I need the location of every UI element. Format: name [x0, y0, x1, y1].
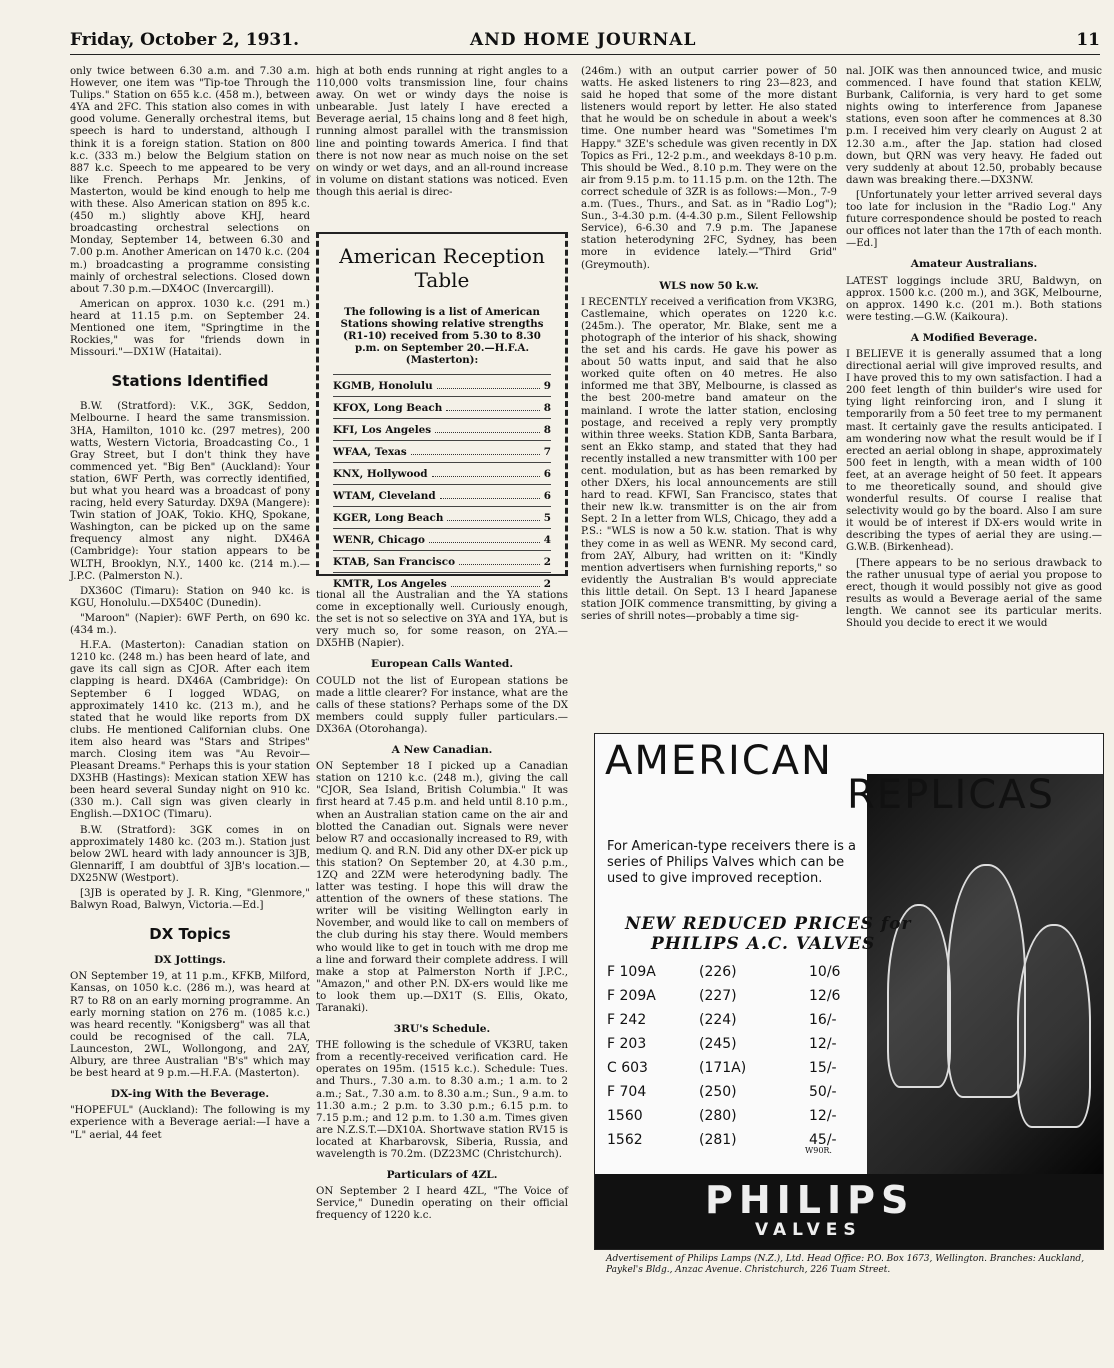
page-number: 11 — [1076, 30, 1100, 50]
subheading-new-canadian: A New Canadian. — [391, 744, 493, 757]
reception-row — [333, 462, 551, 484]
valve-price-row — [607, 984, 869, 1008]
station-name: WENR, Chicago — [333, 534, 425, 546]
leader-dots — [447, 512, 539, 521]
article-paragraph: tional all the Australian and the YA stations come in exceptionally well. Curiously enough, the set is not so selective on 3YA and 1YA, but is very much so, for some reason, on 2YA.—DX5HB (Napier). — [316, 590, 568, 650]
article-paragraph: B.W. (Stratford): V.K., 3GK, Seddon, Melbourne. I heard the same transmission. 3HA, Hamilton, 1010 kc. (297 metres), 200 watts, Western Victoria, Broadcasting Co., 1 Gray Street, but I don't think they have commenced yet. "Big Ben" (Auckland): Your station, 6WF Perth, was correctly identified, but what you heard was a broadcast of pony racing, held every Saturday. DX9A (Mangere): Twin station of JOAK, Tokio. KHQ, Spokane, Washington, can be picked up on the same frequency almost any night. DX46A (Cambridge): Your station appears to be WLTH, Brooklyn, N.Y., 1400 kc. (214 m.).—J.P.C. (Palmerston N.). — [70, 401, 310, 582]
subheading-dx-jottings: DX Jottings. — [154, 954, 226, 967]
american-reception-table — [316, 232, 568, 590]
article-paragraph: I RECENTLY received a verification from VK3RG, Castlemaine, which operates on 1220 k.c. (245m.). The operator, Mr. Blake, sent me a photograph of the interior of his shack, showing the set and his cards. He gave his power as about 50 watts input, and said that he also worked quite often on 40 metres. He also informed me that 3BY, Melbourne, is classed as the best 200-metre band amateur on the mainland. I wrote the latter station, enclosing postage, and received a reply very promptly within three weeks. Station KDB, Santa Barbara, sent an Ekko stamp, and stated that they had recently installed a new transmitter with 100 per cent. modulation, but as has been remarked by other DXers, his local announcements are still hard to read. KFWI, San Francisco, states that their new lk.w. transmitter is on the air from Sept. 2 In a letter from WLS, Chicago, they add a P.S.: "WLS is now a 50 k.w. station. That is why they come in as well as WENR. My second card, from 2AY, Albury, had written on it: "Kindly mention advertisers when furnishing reports," so evidently the Australian B's would appreciate this little detail. On Sept. 13 I heard Japanese station JOIK commence transmitting, by giving a series of shrill notes—probably a time sig- — [581, 296, 837, 623]
station-name: KTAB, San Francisco — [333, 556, 456, 568]
leader-dots — [451, 578, 540, 587]
masthead — [70, 28, 1100, 55]
valve-tube-image — [947, 864, 1026, 1098]
journal-title: AND HOME JOURNAL — [470, 30, 697, 50]
station-name: WFAA, Texas — [333, 446, 407, 458]
article-paragraph: COULD not the list of European stations be made a little clearer? For instance, what are the calls of these stations? Perhaps some of the DX members could supply fuller particulars.—DX36A (Otorohanga). — [316, 675, 568, 735]
strength-value: 5 — [543, 512, 551, 524]
table-title: American Reception Table — [339, 244, 545, 292]
valve-price: 12/- — [809, 1036, 837, 1052]
station-name: KMTR, Los Angeles — [333, 578, 447, 590]
valve-price: 50/- — [809, 1084, 837, 1100]
valve-type: F 209A — [607, 988, 656, 1004]
article-paragraph: [3JB is operated by J. R. King, "Glenmore," Balwyn Road, Balwyn, Victoria.—Ed.] — [70, 888, 310, 912]
valve-equivalent: (224) — [699, 1012, 737, 1028]
article-paragraph: American on approx. 1030 k.c. (291 m.) heard at 11.15 p.m. on September 24. Mentioned one item, "Springtime in the Rockies," was for "friends down in Missouri."—DX1W (Hataitai). — [70, 298, 310, 359]
article-paragraph: [Unfortunately your letter arrived several days too late for inclusion in the "Radio Log." Any future correspondence should be posted to reach our offices not later than the 17th of each month.—Ed.] — [846, 189, 1102, 250]
article-paragraph: LATEST loggings include 3RU, Baldwyn, on approx. 1500 k.c. (200 m.), and 3GK, Melbourne, on approx. 1490 k.c. (201 m.). Both stations were testing.—G.W. (Kaikoura). — [846, 275, 1102, 323]
subheading-european-calls: European Calls Wanted. — [370, 658, 514, 671]
prices-title-line2: PHILIPS A.C. VALVES — [651, 934, 876, 954]
leader-dots — [446, 402, 540, 411]
valve-equivalent: (250) — [699, 1084, 737, 1100]
valve-type: 1562 — [607, 1132, 643, 1148]
valve-equivalent: (226) — [699, 964, 737, 980]
article-paragraph: [There appears to be no serious drawback to the rather unusual type of aerial you propose to erect, though it would possibly not give as good results as would a Beverage aerial of the same length. We cannot see its particular merits. Should you decide to erect it we would — [846, 557, 1102, 630]
table-intro: The following is a list of American Stations showing relative strengths (R1-10) received from 5.30 to 8.30 p.m. on September 20.—H.F.A. (Masterton): — [340, 306, 544, 366]
article-paragraph: I BELIEVE it is generally assumed that a long directional aerial will give improved results, and I have proved this to my own satisfaction. I had a 200 feet length of thin builder's wire used for tying light reinforcing iron, and I slung it temporarily from a 50 feet tree to my permanent mast. It certainly gave the results anticipated. I am wondering now what the result would be if I erected an aerial oblong in shape, approximately 500 feet in length, with a mean width of 100 feet, at an average height of 50 feet. It appears to me theoretically sound, and should give wonderful results. Of course I realise that selectivity would go by the board. Also I am sure it would be of interest if DX-ers would write in describing the types of aerial they are using.—G.W.B. (Birkenhead). — [846, 348, 1102, 554]
station-name: KFOX, Long Beach — [333, 402, 443, 414]
section-heading-stations-identified: Stations Identified — [111, 372, 269, 391]
article-paragraph: "Maroon" (Napier): 6WF Perth, on 690 kc. (434 m.). — [70, 612, 310, 637]
article-paragraph: (246m.) with an output carrier power of 50 watts. He asked listeners to ring 23—823, and said he hoped that some of the more distant listeners would report by letter. He also stated that he would be on schedule in about a week's time. One number heard was "Sometimes I'm Happy." 3ZE's schedule was given recently in DX Topics as Fri., 12-2 p.m., and weekdays 8-10 p.m. This should be Wed., 8.10 p.m. They were on the air from 9.15 p.m. to 11.15 p.m. on the 12th. The correct schedule of 3ZR is as follows:—Mon., 7-9 a.m. (Tues., Thurs., and Sat. as in "Radio Log"); Sun., 3-4.30 p.m. (4-4.30 p.m., Silent Fellowship Service), 6-6.30 and 7.9 p.m. The Japanese station heterodyning 2FC, Sydney, has been more in evidence lately.—"Third Grid" (Greymouth). — [581, 66, 837, 271]
issue-date: Friday, October 2, 1931. — [70, 30, 300, 50]
valve-equivalent: (227) — [699, 988, 737, 1004]
column-2-bottom — [316, 590, 568, 1226]
leader-dots — [432, 468, 540, 477]
philips-advertisement — [594, 733, 1104, 1250]
valve-type: C 603 — [607, 1060, 648, 1076]
valve-equivalent: (171A) — [699, 1060, 747, 1076]
valve-price: 15/- — [809, 1060, 837, 1076]
strength-value: 8 — [543, 424, 551, 436]
valve-price: 10/6 — [809, 964, 841, 980]
leader-dots — [437, 380, 540, 389]
subheading-modified-beverage: A Modified Beverage. — [910, 331, 1038, 344]
station-name: KGER, Long Beach — [333, 512, 444, 524]
valve-equivalent: (281) — [699, 1132, 737, 1148]
subheading-3ru-schedule: 3RU's Schedule. — [393, 1023, 491, 1036]
ad-headline-american: AMERICAN — [605, 738, 833, 784]
article-paragraph: "HOPEFUL" (Auckland): The following is my experience with a Beverage aerial:—I have a "L" aerial, 44 feet — [70, 1105, 310, 1141]
reception-row — [333, 528, 551, 550]
valve-price-row — [607, 960, 869, 984]
valve-price: 12/6 — [809, 988, 841, 1004]
strength-value: 6 — [543, 468, 551, 480]
prices-title-line1: NEW REDUCED PRICES for — [625, 914, 912, 934]
valve-type: 1560 — [607, 1108, 643, 1124]
leader-dots — [411, 446, 540, 455]
ad-intro-text: For American-type receivers there is a series of Philips Valves which can be used to give improved reception. — [607, 839, 856, 886]
valve-price-row — [607, 1032, 869, 1056]
valve-price-row — [607, 1080, 869, 1104]
leader-dots — [429, 534, 540, 543]
station-name: KGMB, Honolulu — [333, 380, 433, 392]
leader-dots — [435, 424, 540, 433]
valve-price-row — [607, 1008, 869, 1032]
article-paragraph: high at both ends running at right angles to a 110,000 volts transmission line, four chains away. On wet or windy days the noise is unbearable. Just lately I have erected a Beverage aerial, 15 chains long and 8 feet high, running almost parallel with the transmission line and pointing towards America. I find that there is not now near as much noise on the set on windy or wet days, and an all-round increase in volume on distant stations was noticed. Even though this aerial is direc- — [316, 66, 568, 198]
reception-row — [333, 396, 551, 418]
column-2-top — [316, 66, 568, 202]
strength-value: 4 — [543, 534, 551, 546]
article-paragraph: B.W. (Stratford): 3GK comes in on approximately 1480 kc. (203 m.). Station just below 2WL heard with lady announcer is 3JB, Glennariff, I am doubtful of 3JB's location.—DX25NW (Westport). — [70, 824, 310, 884]
reception-row — [333, 484, 551, 506]
leader-dots — [459, 556, 540, 565]
article-paragraph: only twice between 6.30 a.m. and 7.30 a.m. However, one item was "Tip-toe Through the Tulips." Station on 655 k.c. (458 m.), between 4YA and 2FC. This station also comes in with good volume. Generally orchestral items, but speech is hard to understand, although I think it is a foreign station. Station on 800 k.c. (333 m.) below the Belgium station on 887 k.c. Speech to me appeared to be very like French. Perhaps Mr. Jenkins, of Masterton, would be kind enough to help me with these. Also American station on 895 k.c. (450 m.) slightly above KHJ, heard broadcasting orchestral selections on Monday, September 14, between 6.30 and 7.00 p.m. Another American on 1470 k.c. (204 m.) broadcasting a programme consisting mainly of orchestral selections. Closed down about 7.30 p.m.—DX4OC (Invercargill). — [70, 66, 310, 295]
subheading-amateur-australians: Amateur Australians. — [910, 258, 1038, 271]
section-heading-dx-topics: DX Topics — [149, 925, 231, 944]
station-name: WTAM, Cleveland — [333, 490, 436, 502]
ad-headline-replicas: REPLICAS — [847, 772, 1055, 818]
reception-row — [333, 440, 551, 462]
strength-value: 6 — [543, 490, 551, 502]
article-paragraph: DX360C (Timaru): Station on 940 kc. is KGU, Honolulu.—DX540C (Dunedin). — [70, 585, 310, 609]
reception-row — [333, 418, 551, 440]
article-paragraph: ON September 19, at 11 p.m., KFKB, Milford, Kansas, on 1050 k.c. (286 m.), was heard at R7 to R8 on an early morning programme. An early morning station on 276 m. (1085 k.c.) was heard recently. "Konigsberg" was all that could be recognised of the call. 7LA, Launceston, 2WL, Wollongong, and 2AY, Albury, are three Australian "B's" which may be best heard at 9 p.m.—H.F.A. (Masterton). — [70, 971, 310, 1080]
brand-sub: VALVES — [755, 1220, 862, 1240]
valve-type: F 203 — [607, 1036, 647, 1052]
ad-footer: Advertisement of Philips Lamps (N.Z.), Ltd. Head Office: P.O. Box 1673, Wellington. Branches: Auckland, Paykel's Bldg., Anzac Avenue. Christchurch, 226 Tuam Street. — [606, 1254, 1085, 1275]
subheading-dx-ing-beverage: DX-ing With the Beverage. — [110, 1088, 270, 1101]
valve-price-row — [607, 1104, 869, 1128]
valve-type: F 242 — [607, 1012, 647, 1028]
strength-value: 8 — [543, 402, 551, 414]
subheading-particulars-4zl: Particulars of 4ZL. — [386, 1169, 498, 1182]
leader-dots — [440, 490, 540, 499]
column-3 — [581, 66, 837, 626]
article-paragraph: H.F.A. (Masterton): Canadian station on 1210 kc. (248 m.) has been heard of late, and gave its call sign as CJOR. After each item clapping is heard. DX46A (Cambridge): On September 6 I logged WDAG, on approximately 1410 kc. (213 m.), and he stated that he would like reports from DX clubs. He mentioned Californian clubs. One item also heard was "Stars and Stripes" march. Closing item was "Au Revoir—Pleasant Dreams." Perhaps this is your station DX3HB (Hastings): Mexican station XEW has been heard several Sunday night on 910 kc. (330 m.). Call sign was given clearly in English.—DX1OC (Timaru). — [70, 640, 310, 821]
article-paragraph: ON September 2 I heard 4ZL, "The Voice of Service," Dunedin operating on their official frequency of 1220 k.c. — [316, 1186, 568, 1222]
valve-price: 12/- — [809, 1108, 837, 1124]
column-4 — [846, 66, 1102, 633]
article-paragraph: ON September 18 I picked up a Canadian station on 1210 k.c. (248 m.), giving the call "CJOR, Sea Island, British Columbia." It was first heard at 7.45 p.m. and held until 8.10 p.m., when an Australian station came on the air and blotted the Canadian out. Signals were never below R7 and occasionally increased to R9, with medium Q. and R.N. Did any other DX-er pick up this station? On September 20, at 4.30 p.m., 1ZQ and 2ZM were heterodyning badly. The latter was testing. I hope this will draw the attention of the owners of these stations. The writer will be visiting Wellington early in November, and would like to call on members of the club during his stay there. Would members who would like to get in touch with me drop me a line and forward their complete address. I will make a stop at Palmerston North if J.P.C., "Amazon," and other P.N. DX-ers would like me to look them up.—DX1T (S. Ellis, Okato, Taranaki). — [316, 761, 568, 1014]
valve-tube-image — [1017, 924, 1091, 1128]
reception-row — [333, 506, 551, 528]
strength-value: 7 — [543, 446, 551, 458]
reception-row — [333, 374, 551, 396]
station-name: KNX, Hollywood — [333, 468, 428, 480]
valve-price: 16/- — [809, 1012, 837, 1028]
valve-price-row — [607, 1056, 869, 1080]
valve-price: 45/- — [809, 1132, 837, 1148]
strength-value: 9 — [543, 380, 551, 392]
column-1 — [70, 66, 310, 1145]
valve-type: F 109A — [607, 964, 656, 980]
ad-code: W90R. — [805, 1146, 832, 1155]
strength-value: 2 — [543, 578, 551, 590]
subheading-wls-50kw: WLS now 50 k.w. — [659, 279, 759, 292]
reception-row — [333, 550, 551, 572]
strength-value: 2 — [543, 556, 551, 568]
valve-equivalent: (245) — [699, 1036, 737, 1052]
station-name: KFI, Los Angeles — [333, 424, 432, 436]
valve-equivalent: (280) — [699, 1108, 737, 1124]
brand-name: PHILIPS — [705, 1178, 915, 1222]
philips-brand-banner — [595, 1174, 1103, 1249]
article-paragraph: THE following is the schedule of VK3RU, taken from a recently-received verification card. He operates on 195m. (1515 k.c.). Schedule: Tues. and Thurs., 7.30 a.m. to 8.30 a.m.; 1 a.m. to 2 a.m.; Sat., 7.30 a.m. to 8.30 a.m.; Sun., 9 a.m. to 11.30 a.m.; 2 p.m. to 3.30 p.m.; 6.15 p.m. to 7.15 p.m.; and 12 p.m. to 1.30 a.m. Times given are N.Z.S.T.—DX10A. Shortwave station RV15 is located at Kharbarovsk, Siberia, Russia, and wavelength is 70.2m. (DZ23MC (Christchurch). — [316, 1040, 568, 1161]
valves-illustration — [867, 774, 1103, 1204]
article-paragraph: nal. JOIK was then announced twice, and music commenced. I have found that station KELW, Burbank, California, is very hard to get some nights owing to interference from Japanese stations, even soon after he commences at 8.30 p.m. I received him very clearly on August 2 at 12.30 a.m., after the Jap. station had closed down, but QRN was very heavy. He faded out very suddenly at about 12.50, probably because dawn was breaking there.—DX3NW. — [846, 66, 1102, 186]
valve-price-table — [607, 960, 869, 1152]
valve-type: F 704 — [607, 1084, 647, 1100]
